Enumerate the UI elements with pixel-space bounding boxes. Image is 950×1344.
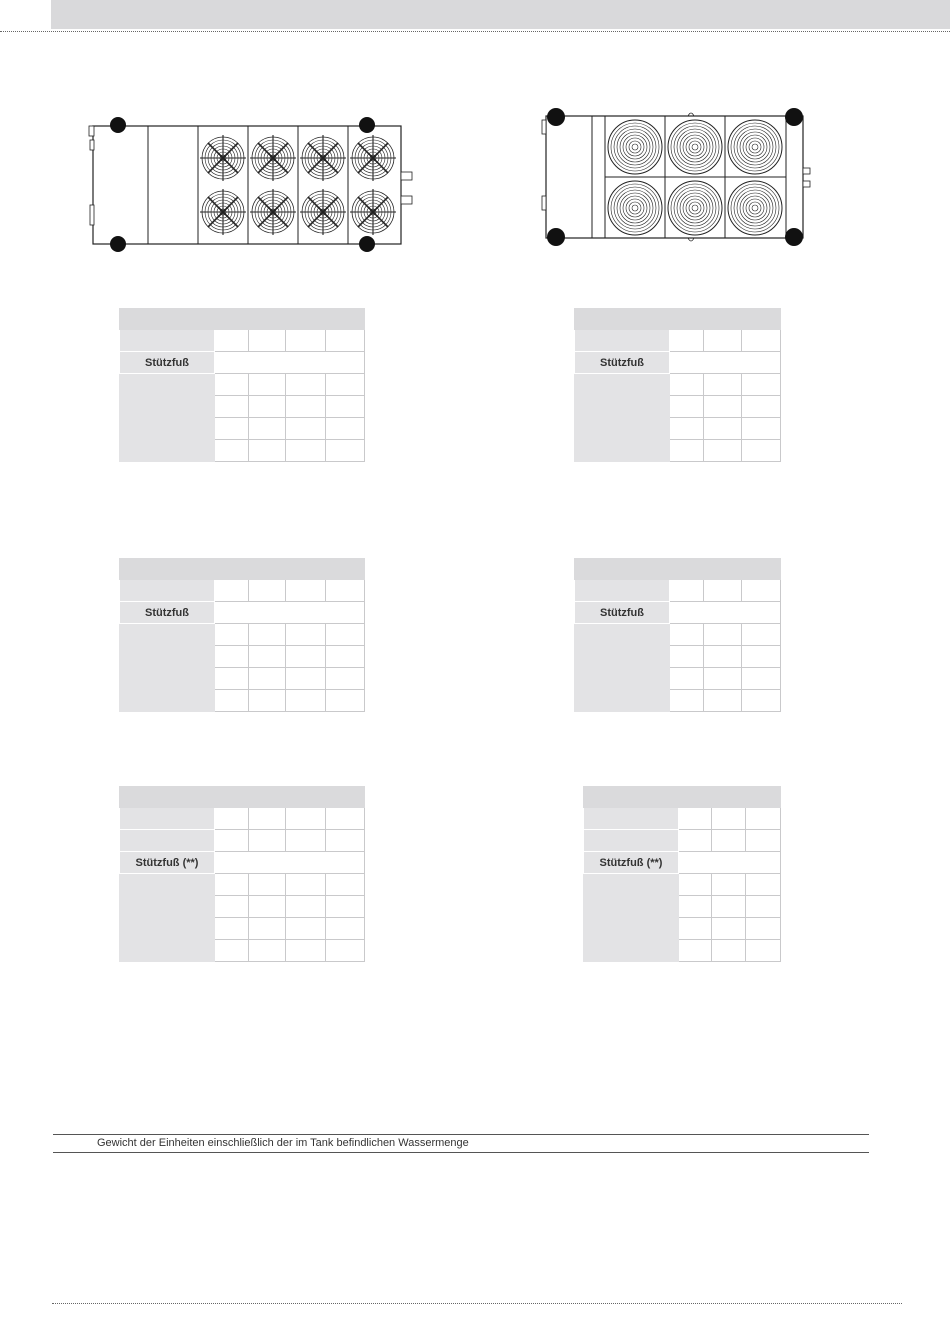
table-cell xyxy=(326,580,365,602)
table-title-bar xyxy=(120,309,365,330)
table-header-cell xyxy=(584,830,679,852)
table-cell xyxy=(249,624,286,646)
table-cell xyxy=(286,396,326,418)
table-cell xyxy=(215,624,249,646)
table-cell xyxy=(286,830,326,852)
table-cell xyxy=(712,940,746,962)
table-cell xyxy=(742,624,781,646)
table-cell xyxy=(670,330,704,352)
weight-table-4 xyxy=(574,558,781,712)
table-cell xyxy=(215,374,249,396)
table-cell xyxy=(215,352,365,374)
table-cell xyxy=(249,580,286,602)
footnote-rule-bottom xyxy=(53,1152,869,1153)
support-foot-label: Stützfuß xyxy=(575,352,670,374)
table-cell xyxy=(742,418,781,440)
table-cell xyxy=(670,668,704,690)
footnote-text: Gewicht der Einheiten einschließlich der im Tank befindlichen Wassermenge xyxy=(97,1137,469,1149)
table-cell xyxy=(249,808,286,830)
table-cell xyxy=(326,668,365,690)
table-row-label-block xyxy=(120,874,215,962)
support-foot-label: Stützfuß xyxy=(120,602,215,624)
table-cell xyxy=(286,440,326,462)
table-cell xyxy=(249,646,286,668)
table-cell xyxy=(670,374,704,396)
weight-table-5 xyxy=(119,786,365,962)
bottom-dotted-divider xyxy=(52,1303,902,1304)
table-cell xyxy=(704,330,742,352)
table-cell xyxy=(704,690,742,712)
table-cell xyxy=(286,918,326,940)
table-cell xyxy=(704,624,742,646)
support-foot-label: Stützfuß (**) xyxy=(120,852,215,874)
table-cell xyxy=(712,808,746,830)
table-cell xyxy=(670,646,704,668)
table-cell xyxy=(249,918,286,940)
table-cell xyxy=(249,690,286,712)
table-title-bar xyxy=(575,559,781,580)
table-cell xyxy=(286,668,326,690)
table-cell xyxy=(215,874,249,896)
table-cell xyxy=(746,874,781,896)
table-cell xyxy=(742,690,781,712)
table-cell xyxy=(746,896,781,918)
page-header-bar xyxy=(51,0,950,29)
table-title-bar xyxy=(575,309,781,330)
table-cell xyxy=(286,580,326,602)
table-cell xyxy=(286,940,326,962)
table-cell xyxy=(326,330,365,352)
table-cell xyxy=(215,330,249,352)
table-cell xyxy=(742,440,781,462)
table-cell xyxy=(670,396,704,418)
table-cell xyxy=(326,918,365,940)
table-cell xyxy=(679,918,712,940)
table-cell xyxy=(286,808,326,830)
table-cell xyxy=(704,646,742,668)
unit-8-fans-drawing xyxy=(85,112,415,257)
table-cell xyxy=(326,396,365,418)
table-cell xyxy=(746,918,781,940)
table-row-label-block xyxy=(575,624,670,712)
table-cell xyxy=(712,896,746,918)
support-foot-label: Stützfuß xyxy=(120,352,215,374)
table-cell xyxy=(249,940,286,962)
table-cell xyxy=(704,580,742,602)
unit-diagram-8-fans xyxy=(85,112,415,257)
table-cell xyxy=(286,874,326,896)
table-cell xyxy=(742,374,781,396)
table-cell xyxy=(326,874,365,896)
table-cell xyxy=(712,830,746,852)
table-cell xyxy=(215,918,249,940)
table-cell xyxy=(742,668,781,690)
table-header-cell xyxy=(120,330,215,352)
table-cell xyxy=(286,330,326,352)
table-cell xyxy=(215,830,249,852)
table-cell xyxy=(249,896,286,918)
table-cell xyxy=(326,440,365,462)
support-foot-label: Stützfuß (**) xyxy=(584,852,679,874)
table-header-cell xyxy=(120,808,215,830)
table-cell xyxy=(286,624,326,646)
table-cell xyxy=(249,668,286,690)
table-cell xyxy=(249,418,286,440)
table-header-cell xyxy=(120,580,215,602)
weight-table-1 xyxy=(119,308,365,462)
table-cell xyxy=(704,668,742,690)
table-cell xyxy=(712,918,746,940)
table-cell xyxy=(326,374,365,396)
footnote-rule-top xyxy=(53,1134,869,1135)
table-row-label-block xyxy=(120,374,215,462)
table-cell xyxy=(704,374,742,396)
table-cell xyxy=(215,440,249,462)
table-cell xyxy=(326,624,365,646)
table-row-label-block xyxy=(575,374,670,462)
table-cell xyxy=(670,624,704,646)
table-cell xyxy=(704,440,742,462)
table-cell xyxy=(326,690,365,712)
table-cell xyxy=(742,330,781,352)
table-cell xyxy=(679,896,712,918)
table-cell xyxy=(670,440,704,462)
unit-6-fans-drawing xyxy=(538,100,823,250)
table-cell xyxy=(326,830,365,852)
table-cell xyxy=(215,940,249,962)
table-cell xyxy=(215,396,249,418)
table-cell xyxy=(286,690,326,712)
table-cell xyxy=(215,418,249,440)
table-title-bar xyxy=(120,559,365,580)
table-cell xyxy=(679,808,712,830)
table-cell xyxy=(742,396,781,418)
table-cell xyxy=(286,646,326,668)
table-cell xyxy=(286,418,326,440)
table-cell xyxy=(742,646,781,668)
weight-table-6 xyxy=(583,786,781,962)
table-row-label-block xyxy=(584,874,679,962)
table-cell xyxy=(326,896,365,918)
table-cell xyxy=(670,418,704,440)
table-cell xyxy=(249,330,286,352)
table-cell xyxy=(670,352,781,374)
table-cell xyxy=(679,852,781,874)
table-header-cell xyxy=(120,830,215,852)
table-cell xyxy=(704,418,742,440)
weight-table-3 xyxy=(119,558,365,712)
table-cell xyxy=(215,580,249,602)
table-cell xyxy=(215,668,249,690)
table-row-label-block xyxy=(120,624,215,712)
table-cell xyxy=(742,580,781,602)
table-cell xyxy=(286,374,326,396)
table-cell xyxy=(249,830,286,852)
weight-table-2 xyxy=(574,308,781,462)
table-cell xyxy=(704,396,742,418)
table-cell xyxy=(679,874,712,896)
table-cell xyxy=(746,940,781,962)
support-foot-label: Stützfuß xyxy=(575,602,670,624)
table-cell xyxy=(286,896,326,918)
table-cell xyxy=(670,690,704,712)
table-cell xyxy=(215,690,249,712)
table-header-cell xyxy=(575,330,670,352)
table-title-bar xyxy=(584,787,781,808)
table-cell xyxy=(670,602,781,624)
table-cell xyxy=(679,830,712,852)
table-title-bar xyxy=(120,787,365,808)
table-cell xyxy=(670,580,704,602)
unit-diagram-6-fans xyxy=(538,100,823,250)
table-cell xyxy=(215,646,249,668)
table-cell xyxy=(249,874,286,896)
table-cell xyxy=(746,808,781,830)
table-cell xyxy=(215,808,249,830)
top-dotted-divider xyxy=(0,31,950,32)
table-cell xyxy=(326,808,365,830)
table-cell xyxy=(326,646,365,668)
table-cell xyxy=(215,602,365,624)
table-cell xyxy=(215,896,249,918)
table-cell xyxy=(746,830,781,852)
table-cell xyxy=(326,418,365,440)
table-cell xyxy=(249,396,286,418)
table-cell xyxy=(249,440,286,462)
table-cell xyxy=(712,874,746,896)
table-cell xyxy=(249,374,286,396)
table-header-cell xyxy=(584,808,679,830)
table-header-cell xyxy=(575,580,670,602)
table-cell xyxy=(215,852,365,874)
table-cell xyxy=(326,940,365,962)
table-cell xyxy=(679,940,712,962)
